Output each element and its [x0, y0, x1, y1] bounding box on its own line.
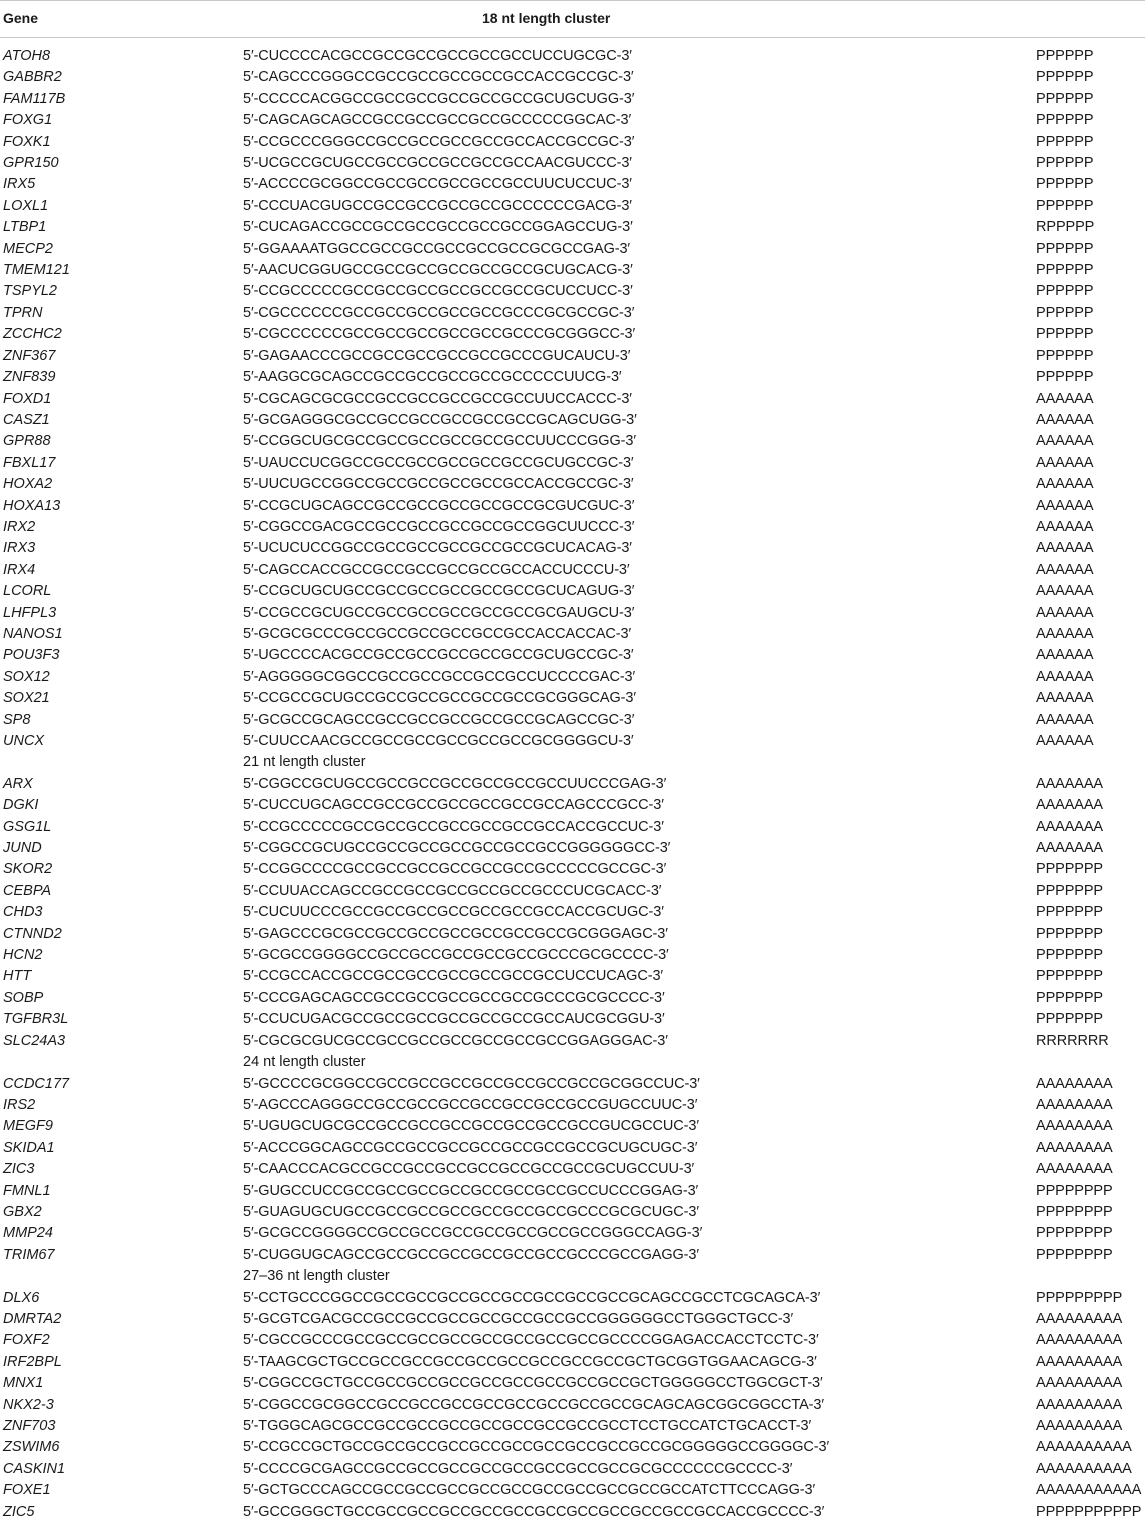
gene-name: ZSWIM6: [3, 1439, 60, 1456]
sequence: 5′-AAGGCGCAGCCGCCGCCGCCGCCGCCCCCUUCG-3′: [243, 369, 622, 386]
gene-name: CEBPA: [3, 882, 52, 899]
sequence: 5′-GCTGCCCAGCCGCCGCCGCCGCCGCCGCCGCCGCCGCCGCCATCTTCCCAGG-3′: [243, 1482, 816, 1499]
sequence: 5′-CCGCCCCCGCCGCCGCCGCCGCCGCCGCCACCGCCUC-3′: [243, 818, 664, 835]
table-row: [0, 67, 1145, 88]
table-row: [0, 1480, 1145, 1501]
sequence: 5′-CCGCCCGGGCCGCCGCCGCCGCCGCCACCGCCGC-3′: [243, 133, 635, 150]
gene-name: IRX2: [3, 518, 36, 535]
sequence: 5′-CGCCGCCCGCCGCCGCCGCCGCCGCCGCCGCCGCCCCGGAGACCACCTCCTC-3′: [243, 1332, 819, 1349]
cluster-pattern: AAAAAA: [1036, 711, 1094, 728]
sequence: 5′-CCUUACCAGCCGCCGCCGCCGCCGCCGCCCUCGCACC-3′: [243, 882, 662, 899]
table-row: [0, 1395, 1145, 1416]
gene-name: IRS2: [3, 1096, 36, 1113]
sequence: 5′-CGGCCGACGCCGCCGCCGCCGCCGCCGGCUUCCC-3′: [243, 518, 635, 535]
sequence: 5′-CCGCCCCCGCCGCCGCCGCCGCCGCCGCUCCUCC-3′: [243, 283, 633, 300]
table-body: [0, 46, 1145, 1523]
sequence: 5′-CAGCCACCGCCGCCGCCGCCGCCGCCACCUCCCU-3′: [243, 561, 630, 578]
table-row: [0, 774, 1145, 795]
table-row: [0, 453, 1145, 474]
gene-name: ZIC5: [3, 1503, 35, 1520]
table-header: [0, 0, 1145, 38]
table-row: [0, 645, 1145, 666]
table-row: [0, 110, 1145, 131]
gene-name: FBXL17: [3, 454, 56, 471]
cluster-pattern: AAAAAAAAA: [1036, 1375, 1123, 1392]
sequence: 5′-CCGCCACCGCCGCCGCCGCCGCCGCCGCCUCCUCAGC-3′: [243, 968, 664, 985]
gene-name: TSPYL2: [3, 283, 57, 300]
sequence: 5′-CCGCUGCUGCCGCCGCCGCCGCCGCCGCUCAGUG-3′: [243, 583, 635, 600]
cluster-pattern: AAAAAAA: [1036, 797, 1103, 814]
table-row: [0, 89, 1145, 110]
gene-name: HCN2: [3, 947, 43, 964]
gene-name: IRX5: [3, 176, 36, 193]
table-row: [0, 902, 1145, 923]
gene-name: GPR88: [3, 433, 51, 450]
table-row: [0, 817, 1145, 838]
cluster-pattern: AAAAAA: [1036, 454, 1094, 471]
cluster-pattern: PPPPPP: [1036, 326, 1094, 343]
sequence: 5′-AGGGGGCGGCCGCCGCCGCCGCCGCCUCCCCGAC-3′: [243, 668, 636, 685]
table-row: [0, 1009, 1145, 1030]
table-row: [0, 1202, 1145, 1223]
table-row: [0, 517, 1145, 538]
sequence: 5′-CCTGCCCGGCCGCCGCCGCCGCCGCCGCCGCCGCCGCAGCCGCCTCGCAGCA-3′: [243, 1289, 821, 1306]
cluster-pattern: AAAAAAAAA: [1036, 1332, 1123, 1349]
cluster-pattern: AAAAAAAA: [1036, 1118, 1113, 1135]
gene-name: CCDC177: [3, 1075, 70, 1092]
gene-name: ZNF703: [3, 1418, 56, 1434]
cluster-pattern: PPPPPP: [1036, 176, 1094, 193]
cluster-pattern: AAAAAA: [1036, 733, 1094, 749]
table-row: [0, 538, 1145, 559]
table-row: [0, 710, 1145, 731]
gene-name: FMNL1: [3, 1182, 51, 1199]
table-row: [0, 1416, 1145, 1437]
cluster-pattern: PPPPPPP: [1036, 1011, 1103, 1028]
gene-name: NKX2-3: [3, 1396, 54, 1413]
cluster-pattern: PPPPPP: [1036, 133, 1094, 150]
table-row: [0, 1031, 1145, 1052]
sequence: 5′-CCGCCGCUGCCGCCGCCGCCGCCGCCGCGGGCAG-3′: [243, 690, 636, 707]
sequence: 5′-GUGCCUCCGCCGCCGCCGCCGCCGCCGCCGCCUCCCGGAG-3′: [243, 1182, 699, 1199]
cluster-pattern: PPPPPP: [1036, 240, 1094, 257]
table-row: [0, 496, 1145, 517]
sequence: 5′-CCGGCUGCGCCGCCGCCGCCGCCGCCUUCCCGGG-3′: [243, 433, 636, 450]
table-row: [0, 859, 1145, 880]
sequence: 5′-CGGCCGCTGCCGCCGCCGCCGCCGCCGCCGCCGCCGCTGGGGGCCTGGCGCT-3′: [243, 1375, 823, 1392]
sequence: 5′-CCCGAGCAGCCGCCGCCGCCGCCGCCGCCCGCGCCCC-3′: [243, 989, 665, 1006]
gene-name: FOXD1: [3, 390, 52, 407]
sequence: 5′-GCGCCGGGGCCGCCGCCGCCGCCGCCGCCGCCGGGCCAGG-3′: [243, 1225, 703, 1242]
gene-name: NANOS1: [3, 625, 63, 642]
gene-name: CHD3: [3, 904, 43, 921]
cluster-pattern: AAAAAA: [1036, 411, 1094, 428]
cluster-pattern: PPPPPPPPP: [1036, 1289, 1123, 1306]
cluster-pattern: PPPPPPP: [1036, 989, 1103, 1006]
cluster-pattern: PPPPPP: [1036, 155, 1094, 172]
table-row: [0, 367, 1145, 388]
cluster-pattern: AAAAAA: [1036, 390, 1094, 407]
table-row: [0, 731, 1145, 752]
gene-name: FOXG1: [3, 112, 53, 129]
gene-name: CASKIN1: [3, 1460, 66, 1477]
sequence: 5′-CAGCAGCAGCCGCCGCCGCCGCCGCCCCCGGCAC-3′: [243, 112, 632, 129]
sequence: 5′-CAGCCCGGGCCGCCGCCGCCGCCGCCACCGCCGC-3′: [243, 69, 634, 86]
gene-name: TGFBR3L: [3, 1011, 69, 1028]
table-row: [0, 174, 1145, 195]
gene-name: SOBP: [3, 989, 44, 1006]
sequence: 5′-GUAGUGCUGCCGCCGCCGCCGCCGCCGCCGCCCGCGCUGC-3′: [243, 1203, 699, 1220]
gene-name: FAM117B: [3, 90, 66, 107]
cluster-pattern: PPPPPP: [1036, 262, 1094, 279]
sequence: 5′-CCGGCCCCGCCGCCGCCGCCGCCGCCGCCCCCGCCGC-3′: [243, 861, 667, 878]
sequence: 5′-TGGGCAGCGCCGCCGCCGCCGCCGCCGCCGCCGCCTCCTGCCATCTGCACCT-3′: [243, 1418, 812, 1434]
sequence: 5′-CGCCCCCCGCCGCCGCCGCCGCCGCCCGCGCCGC-3′: [243, 304, 635, 321]
table-row: [0, 346, 1145, 367]
cluster-pattern: AAAAAAAAAA: [1036, 1460, 1132, 1477]
gene-name: TMEM121: [3, 262, 70, 279]
gene-name: ATOH8: [3, 48, 51, 64]
gene-name: GSG1L: [3, 818, 52, 835]
gene-name: ZIC3: [3, 1161, 35, 1178]
gene-name: MNX1: [3, 1375, 44, 1392]
table-row: [0, 153, 1145, 174]
cluster-pattern: AAAAAA: [1036, 433, 1094, 450]
table-row: [0, 1138, 1145, 1159]
cluster-column-header: 18 nt length cluster: [482, 10, 611, 26]
cluster-pattern: PPPPPPP: [1036, 882, 1103, 899]
table-row: [0, 881, 1145, 902]
sequence: 5′-CUGGUGCAGCCGCCGCCGCCGCCGCCGCCGCCCGCCGAGG-3′: [243, 1246, 699, 1263]
cluster-pattern: PPPPPP: [1036, 112, 1094, 129]
cluster-pattern: AAAAAAAA: [1036, 1139, 1113, 1156]
sequence: 5′-GAGCCCGCGCCGCCGCCGCCGCCGCCGCCGCGGGAGC-3′: [243, 925, 668, 942]
cluster-pattern: PPPPPPP: [1036, 947, 1103, 964]
gene-name: GBX2: [3, 1203, 42, 1220]
cluster-pattern: AAAAAAAAA: [1036, 1310, 1123, 1327]
table-row: [0, 1352, 1145, 1373]
table-row: [0, 1373, 1145, 1394]
cluster-pattern: AAAAAA: [1036, 476, 1094, 493]
cluster-pattern: AAAAAA: [1036, 518, 1094, 535]
table-row: [0, 431, 1145, 452]
cluster-pattern: AAAAAAAAAAA: [1036, 1482, 1142, 1499]
table-row: [0, 667, 1145, 688]
gene-name: SKIDA1: [3, 1139, 55, 1156]
sequence: 5′-ACCCGGCAGCCGCCGCCGCCGCCGCCGCCGCCGCUGCUGC-3′: [243, 1139, 698, 1156]
cluster-subheader-row: [0, 1052, 1145, 1073]
table-row: [0, 1459, 1145, 1480]
sequence: 5′-AACUCGGUGCCGCCGCCGCCGCCGCCGCUGCACG-3′: [243, 262, 633, 279]
cluster-pattern: PPPPPP: [1036, 347, 1094, 364]
table-row: [0, 196, 1145, 217]
sequence: 5′-CGGCCGCGGCCGCCGCCGCCGCCGCCGCCGCCGCCGCAGCAGCGGCGGCCTA-3′: [243, 1396, 824, 1413]
table-row: [0, 1245, 1145, 1266]
gene-name: ARX: [3, 775, 33, 792]
cluster-pattern: AAAAAA: [1036, 561, 1094, 578]
sequence: 5′-CCUCUGACGCCGCCGCCGCCGCCGCCGCCAUCGCGGU-3′: [243, 1011, 665, 1028]
gene-name: TRIM67: [3, 1246, 55, 1263]
cluster-pattern: PPPPPPP: [1036, 861, 1103, 878]
table-row: [0, 46, 1145, 67]
cluster-subheader-row: [0, 1266, 1145, 1287]
gene-name: POU3F3: [3, 647, 60, 664]
cluster-pattern: AAAAAA: [1036, 668, 1094, 685]
sequence: 5′-GCGCGCCCGCCGCCGCCGCCGCCGCCACCACCAC-3′: [243, 625, 632, 642]
sequence: 5′-CCGCCGCTGCCGCCGCCGCCGCCGCCGCCGCCGCCGCCGCGGGGGCCGGGGC-3′: [243, 1439, 830, 1456]
sequence: 5′-UGUGCUGCGCCGCCGCCGCCGCCGCCGCCGCCGUCGCCUC-3′: [243, 1118, 699, 1135]
cluster-pattern: AAAAAA: [1036, 690, 1094, 707]
gene-name: FOXE1: [3, 1482, 51, 1499]
gene-name: IRF2BPL: [3, 1353, 62, 1370]
gene-name: DMRTA2: [3, 1310, 62, 1327]
table-row: [0, 1309, 1145, 1330]
cluster-pattern: RRRRRRR: [1036, 1032, 1109, 1049]
cluster-pattern: PPPPPP: [1036, 369, 1094, 386]
table-row: [0, 1181, 1145, 1202]
sequence: 5′-CUUCCAACGCCGCCGCCGCCGCCGCCGCGGGGCU-3′: [243, 733, 634, 749]
gene-name: SOX21: [3, 690, 50, 707]
gene-name: SP8: [3, 711, 31, 728]
sequence: 5′-CGGCCGCUGCCGCCGCCGCCGCCGCCGCCGGGGGGCC-3′: [243, 840, 671, 857]
gene-name: LOXL1: [3, 197, 49, 214]
sequence: 5′-CAACCCACGCCGCCGCCGCCGCCGCCGCCGCCGCUGCCUU-3′: [243, 1161, 695, 1178]
table-row: [0, 795, 1145, 816]
sequence: 5′-AGCCCAGGGCCGCCGCCGCCGCCGCCGCCGCCGUGCCUUC-3′: [243, 1096, 698, 1113]
sequence: 5′-UCGCCGCUGCCGCCGCCGCCGCCGCCAACGUCCC-3′: [243, 155, 632, 172]
table-row: [0, 688, 1145, 709]
table-row: [0, 1116, 1145, 1137]
sequence: 5′-GCGCCGCAGCCGCCGCCGCCGCCGCCGCAGCCGC-3′: [243, 711, 635, 728]
table-row: [0, 1502, 1145, 1523]
table-row: [0, 474, 1145, 495]
gene-name: IRX3: [3, 540, 36, 557]
sequence: 5′-CGCAGCGCGCCGCCGCCGCCGCCGCCUUCCACCC-3′: [243, 390, 632, 407]
sequence: 5′-UAUCCUCGGCCGCCGCCGCCGCCGCCGCUGCCGC-3′: [243, 454, 634, 471]
table-row: [0, 1159, 1145, 1180]
sequence: 5′-GCGTCGACGCCGCCGCCGCCGCCGCCGCCGCCGGGGGGCCTGGGCTGCC-3′: [243, 1310, 794, 1327]
gene-name: DLX6: [3, 1289, 40, 1306]
sequence: 5′-UGCCCCACGCCGCCGCCGCCGCCGCCGCUGCCGC-3′: [243, 647, 634, 664]
table-row: [0, 1095, 1145, 1116]
gene-name: CASZ1: [3, 411, 50, 428]
cluster-pattern: PPPPPP: [1036, 197, 1094, 214]
table-row: [0, 410, 1145, 431]
cluster-pattern: AAAAAA: [1036, 497, 1094, 514]
cluster-subheader-row: [0, 752, 1145, 773]
sequence: 5′-GCGCCGGGGCCGCCGCCGCCGCCGCCGCCCGCGCCCC-3′: [243, 947, 669, 964]
sequence: 5′-CUCCCCACGCCGCCGCCGCCGCCGCCUCCUGCGC-3′: [243, 48, 632, 64]
gene-name: MMP24: [3, 1225, 53, 1242]
cluster-pattern: PPPPPP: [1036, 283, 1094, 300]
gene-name: LTBP1: [3, 219, 47, 236]
cluster-pattern: PPPPPP: [1036, 48, 1094, 64]
cluster-pattern: AAAAAAA: [1036, 818, 1103, 835]
cluster-subheader: 21 nt length cluster: [243, 754, 366, 771]
table-row: [0, 132, 1145, 153]
gene-name: GPR150: [3, 155, 59, 172]
sequence: 5′-CUCUUCCCGCCGCCGCCGCCGCCGCCGCCACCGCUGC-3′: [243, 904, 664, 921]
cluster-pattern: AAAAAA: [1036, 583, 1094, 600]
sequence: 5′-UUCUGCCGGCCGCCGCCGCCGCCGCCACCGCCGC-3′: [243, 476, 634, 493]
table-row: [0, 988, 1145, 1009]
sequence: 5′-CGCGCGUCGCCGCCGCCGCCGCCGCCGCCGGAGGGAC-3′: [243, 1032, 668, 1049]
gene-name: GABBR2: [3, 69, 62, 86]
sequence: 5′-GCCGGGCTGCCGCCGCCGCCGCCGCCGCCGCCGCCGCCGCCGCCACCGCCCC-3′: [243, 1503, 825, 1520]
cluster-pattern: PPPPPPP: [1036, 925, 1103, 942]
sequence: 5′-ACCCCGCGGCCGCCGCCGCCGCCGCCUUCUCCUC-3′: [243, 176, 632, 193]
gene-name: FOXK1: [3, 133, 51, 150]
cluster-pattern: AAAAAAA: [1036, 775, 1103, 792]
table-row: [0, 966, 1145, 987]
sequence: 5′-CGGCCGCUGCCGCCGCCGCCGCCGCCGCCUUCCCGAG-3′: [243, 775, 667, 792]
table-row: [0, 281, 1145, 302]
cluster-subheader: 27–36 nt length cluster: [243, 1268, 390, 1285]
sequence: 5′-GAGAACCCGCCGCCGCCGCCGCCGCCCGUCAUCU-3′: [243, 347, 631, 364]
sequence: 5′-CCCUACGUGCCGCCGCCGCCGCCGCCCCCCGACG-3′: [243, 197, 632, 214]
gene-name: SLC24A3: [3, 1032, 66, 1049]
gene-name: ZNF367: [3, 347, 56, 364]
sequence: 5′-GGAAAATGGCCGCCGCCGCCGCCGCCGCGCCGAG-3′: [243, 240, 631, 257]
cluster-pattern: AAAAAAAAA: [1036, 1418, 1123, 1434]
gene-name: LCORL: [3, 583, 52, 600]
cluster-pattern: PPPPPP: [1036, 304, 1094, 321]
cluster-pattern: AAAAAA: [1036, 604, 1094, 621]
cluster-pattern: PPPPPPPP: [1036, 1182, 1113, 1199]
cluster-pattern: PPPPPPPP: [1036, 1246, 1113, 1263]
sequence: 5′-CGCCCCCCGCCGCCGCCGCCGCCGCCCGCGGGCC-3′: [243, 326, 636, 343]
table-row: [0, 581, 1145, 602]
cluster-pattern: AAAAAAAA: [1036, 1161, 1113, 1178]
table-row: [0, 1288, 1145, 1309]
sequence: 5′-CCGCUGCAGCCGCCGCCGCCGCCGCCGCGUCGUC-3′: [243, 497, 635, 514]
table-row: [0, 838, 1145, 859]
table-row: [0, 260, 1145, 281]
cluster-pattern: AAAAAAAAA: [1036, 1353, 1123, 1370]
gene-name: FOXF2: [3, 1332, 50, 1349]
table-row: [0, 1223, 1145, 1244]
sequence: 5′-TAAGCGCTGCCGCCGCCGCCGCCGCCGCCGCCGCCGCTGCGGTGGAACAGCG-3′: [243, 1353, 817, 1370]
table-row: [0, 217, 1145, 238]
gene-name: IRX4: [3, 561, 36, 578]
cluster-pattern: PPPPPPPPPPP: [1036, 1503, 1142, 1520]
cluster-pattern: PPPPPPP: [1036, 968, 1103, 985]
gene-name: MECP2: [3, 240, 53, 257]
gene-column-header: Gene: [3, 10, 39, 26]
cluster-pattern: AAAAAAAAAA: [1036, 1439, 1132, 1456]
cluster-pattern: PPPPPP: [1036, 69, 1094, 86]
table-row: [0, 1330, 1145, 1351]
table-row: [0, 1074, 1145, 1095]
sequence: 5′-CCCCCACGGCCGCCGCCGCCGCCGCCGCUGCUGG-3′: [243, 90, 635, 107]
sequence: 5′-GCCCCGCGGCCGCCGCCGCCGCCGCCGCCGCCGCGGCCUC-3′: [243, 1075, 700, 1092]
gene-name: CTNND2: [3, 925, 62, 942]
gene-name: SKOR2: [3, 861, 53, 878]
cluster-pattern: AAAAAA: [1036, 540, 1094, 557]
cluster-pattern: AAAAAA: [1036, 625, 1094, 642]
gene-name: ZNF839: [3, 369, 56, 386]
table-row: [0, 239, 1145, 260]
table-row: [0, 924, 1145, 945]
cluster-pattern: RPPPPP: [1036, 219, 1095, 236]
gene-name: DGKI: [3, 797, 39, 814]
table-row: [0, 1437, 1145, 1458]
cluster-pattern: PPPPPPP: [1036, 904, 1103, 921]
gene-name: ZCCHC2: [3, 326, 62, 343]
gene-name: UNCX: [3, 733, 45, 749]
table-row: [0, 560, 1145, 581]
sequence: 5′-UCUCUCCGGCCGCCGCCGCCGCCGCCGCUCACAG-3′: [243, 540, 632, 557]
cluster-pattern: AAAAAAAA: [1036, 1075, 1113, 1092]
cluster-subheader: 24 nt length cluster: [243, 1054, 366, 1071]
table-row: [0, 624, 1145, 645]
table-row: [0, 945, 1145, 966]
cluster-pattern: PPPPPPPP: [1036, 1203, 1113, 1220]
sequence: 5′-CUCAGACCGCCGCCGCCGCCGCCGCCGGAGCCUG-3′: [243, 219, 633, 236]
table-row: [0, 389, 1145, 410]
table-row: [0, 303, 1145, 324]
cluster-pattern: AAAAAAAA: [1036, 1096, 1113, 1113]
gene-name: HTT: [3, 968, 32, 985]
table-row: [0, 603, 1145, 624]
gene-name: LHFPL3: [3, 604, 57, 621]
gene-name: TPRN: [3, 304, 43, 321]
gene-name: MEGF9: [3, 1118, 53, 1135]
gene-name: SOX12: [3, 668, 50, 685]
gene-name: JUND: [3, 840, 42, 857]
cluster-pattern: AAAAAAA: [1036, 840, 1103, 857]
cluster-pattern: AAAAAA: [1036, 647, 1094, 664]
sequence: 5′-CCCCGCGAGCCGCCGCCGCCGCCGCCGCCGCCGCCGCGCCCCCCGCCCC-3′: [243, 1460, 793, 1477]
sequence: 5′-CUCCUGCAGCCGCCGCCGCCGCCGCCGCCAGCCCGCC-3′: [243, 797, 664, 814]
gene-name: HOXA2: [3, 476, 53, 493]
cluster-pattern: PPPPPP: [1036, 90, 1094, 107]
gene-name: HOXA13: [3, 497, 61, 514]
cluster-pattern: AAAAAAAAA: [1036, 1396, 1123, 1413]
cluster-pattern: PPPPPPPP: [1036, 1225, 1113, 1242]
sequence: 5′-GCGAGGGCGCCGCCGCCGCCGCCGCCGCAGCUGG-3′: [243, 411, 637, 428]
sequence: 5′-CCGCCGCUGCCGCCGCCGCCGCCGCCGCGAUGCU-3′: [243, 604, 635, 621]
table-row: [0, 324, 1145, 345]
